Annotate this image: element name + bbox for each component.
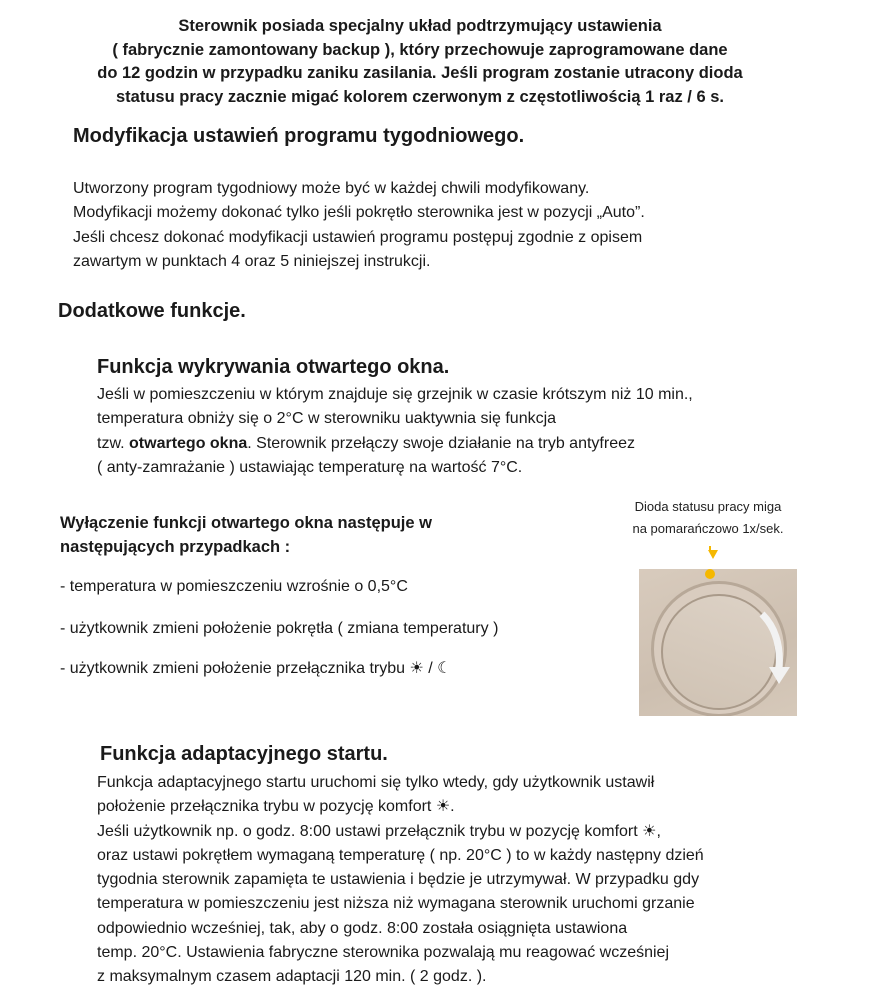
- caption-line: Dioda statusu pracy miga: [634, 499, 782, 514]
- text-line: tygodnia sterownik zapamięta te ustawienia i będzie je utrzymywał. W przypadku gdy: [97, 871, 700, 889]
- extra-functions-heading: Dodatkowe funkcje.: [58, 300, 246, 322]
- caption-line: na pomarańczowo 1x/sek.: [632, 521, 784, 536]
- text: - użytkownik zmieni położenie przełącznika trybu: [60, 660, 410, 677]
- notice-line: ( fabrycznie zamontowany backup ), który przechowuje zaprogramowane dane: [112, 40, 728, 59]
- sun-icon: ☀: [642, 822, 657, 840]
- status-led-icon: [705, 569, 715, 579]
- bullet-3: [60, 657, 452, 681]
- text-line: temperatura obniży się o 2°C w sterowniku uaktywnia się funkcja: [97, 410, 557, 428]
- sun-icon: ☀: [435, 798, 451, 816]
- text-line: Utworzony program tygodniowy może być w każdej chwili modyfikowany.: [73, 180, 590, 197]
- text-line: [97, 820, 704, 844]
- notice-line: statusu pracy zacznie migać kolorem czerwonym z częstotliwością 1 raz / 6 s.: [116, 87, 724, 106]
- arrow-stem: [709, 546, 711, 552]
- text-line: ( anty-zamrażanie ) ustawiając temperaturę na wartość 7°C.: [97, 458, 523, 476]
- text-line: położenie przełącznika trybu w pozycję komfort ☀.: [97, 798, 455, 816]
- text-line: następujących przypadkach :: [60, 538, 291, 557]
- text: położenie przełącznika trybu w pozycję komfort: [97, 798, 436, 816]
- text-line: zawartym w punktach 4 oraz 5 niniejszej instrukcji.: [73, 252, 431, 270]
- led-caption: [598, 496, 818, 540]
- modification-heading: Modyfikacja ustawień programu tygodniowego.: [73, 125, 525, 147]
- notice-line: do 12 godzin w przypadku zaniku zasilania. Jeśli program zostanie utracony dioda: [97, 64, 743, 82]
- modification-text: [73, 177, 645, 274]
- bullet-1: - temperatura w pomieszczeniu wzrośnie o 0,5°C: [60, 578, 408, 595]
- text: . Sterownik przełączy swoje działanie na tryb antyfreez: [247, 434, 635, 452]
- text-line: Modyfikacji możemy dokonać tylko jeśli pokrętło sterownika jest w pozycji „Auto”.: [73, 204, 645, 222]
- thermostat-dial-photo: [639, 569, 797, 716]
- text-line: odpowiednio wcześniej, tak, aby o godz. 8:00 została osiągnięta ustawiona: [97, 919, 628, 937]
- text-line: Jeśli chcesz dokonać modyfikacji ustawień programu postępuj zgodnie z opisem: [73, 228, 643, 246]
- open-window-heading: Funkcja wykrywania otwartego okna.: [97, 356, 450, 378]
- text-line: oraz ustawi pokrętłem wymaganą temperaturę ( np. 20°C ) to w każdy następny dzień: [97, 846, 704, 864]
- sun-icon: ☀: [409, 660, 424, 677]
- adaptive-start-text: [97, 771, 704, 990]
- bold-term: otwartego okna: [129, 434, 248, 452]
- bullet-2: - użytkownik zmieni położenie pokrętła ( zmiana temperatury ): [60, 620, 499, 637]
- text: Jeśli użytkownik np. o godz. 8:00 ustawi przełącznik trybu w pozycję komfort: [97, 822, 643, 840]
- text-line: Wyłączenie funkcji otwartego okna następuje w: [60, 514, 432, 532]
- backup-notice: [0, 15, 840, 109]
- text-line: [97, 432, 693, 456]
- text-line: Funkcja adaptacyjnego startu uruchomi się tylko wtedy, gdy użytkownik ustawił: [97, 774, 655, 791]
- text: ,: [656, 822, 661, 840]
- open-window-text: [97, 383, 693, 480]
- adaptive-start-heading: Funkcja adaptacyjnego startu.: [100, 743, 388, 765]
- text-line: z maksymalnym czasem adaptacji 120 min. ( 2 godz. ).: [97, 968, 487, 986]
- text: tzw.: [97, 434, 130, 452]
- deactivation-heading: [60, 511, 432, 560]
- text-line: temp. 20°C. Ustawienia fabryczne sterownika pozwalają mu reagować wcześniej: [97, 944, 669, 962]
- text-line: temperatura w pomieszczeniu jest niższa niż wymagana sterownik uruchomi grzanie: [97, 895, 695, 913]
- moon-icon: ☾: [437, 660, 452, 677]
- rotate-arrow-icon: [757, 609, 797, 689]
- text-line: Jeśli w pomieszczeniu w którym znajduje się grzejnik w czasie krótszym niż 10 min.,: [97, 386, 693, 403]
- notice-line: Sterownik posiada specjalny układ podtrzymujący ustawienia: [178, 17, 662, 35]
- text: /: [423, 660, 438, 677]
